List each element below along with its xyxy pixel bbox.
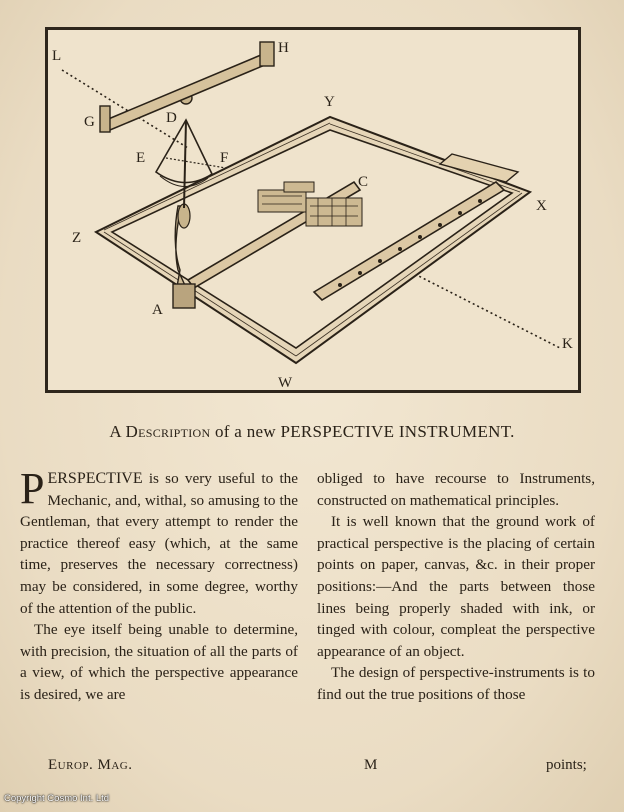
label-K: K (562, 336, 573, 352)
right-paragraph-3: The design of perspective-instruments is to find out the true positions of those (317, 664, 595, 703)
left-paragraph-1-text: is so very useful to the Mechanic, and, withal, so amusing to the Gentleman, that every attempt to render the practice thereof easy (which, at the same time, preserves the necessary correctness) may be considered, in some degree, worthy of the attention of the public. (20, 470, 298, 617)
label-A: A (152, 302, 163, 318)
left-column (20, 464, 298, 706)
label-W: W (278, 375, 293, 390)
label-X: X (536, 198, 547, 214)
first-word: ERSPECTIVE (47, 470, 143, 487)
label-H: H (278, 40, 289, 56)
copyright-watermark: Copyright Cosmo Int. Ltd (4, 793, 110, 804)
label-F: F (220, 150, 229, 166)
drop-cap: P (20, 464, 45, 513)
right-paragraph-1: obliged to have recourse to Instruments, constructed on mathematical principles. (317, 470, 595, 509)
label-Y: Y (324, 94, 335, 110)
label-L: L (52, 48, 62, 64)
page-footer (0, 757, 624, 779)
label-E: E (136, 150, 146, 166)
label-C: C (358, 174, 369, 190)
right-column (317, 468, 595, 706)
signature-mark: M (364, 757, 378, 773)
figure-caption (0, 422, 624, 442)
caption-title: PERSPECTIVE INSTRUMENT. (280, 422, 515, 441)
left-paragraph-2: The eye itself being unable to determine, with precision, the situation of all the parts of a view, of which the perspective appearance is desired, we are (20, 621, 298, 703)
caption-prefix: A (109, 422, 126, 441)
left-paragraph-1 (20, 464, 298, 619)
engraving-plate (45, 27, 581, 393)
perspective-instrument-illustration (48, 30, 578, 390)
signature: Europ. Mag. (48, 757, 133, 773)
right-paragraph-2: It is well known that the ground work of practical perspective is the placing of certain points on paper, canvas, &c. in their proper positions:—And the parts between those lines being properly shaded with ink, or tinged with colour, compleat the perspective appearance of an object. (317, 513, 595, 660)
caption-description: Description (125, 422, 211, 441)
label-D: D (166, 110, 177, 126)
label-G: G (84, 114, 95, 130)
label-Z: Z (72, 230, 82, 246)
catchword: points; (546, 757, 587, 773)
caption-middle: of a new (210, 422, 281, 441)
